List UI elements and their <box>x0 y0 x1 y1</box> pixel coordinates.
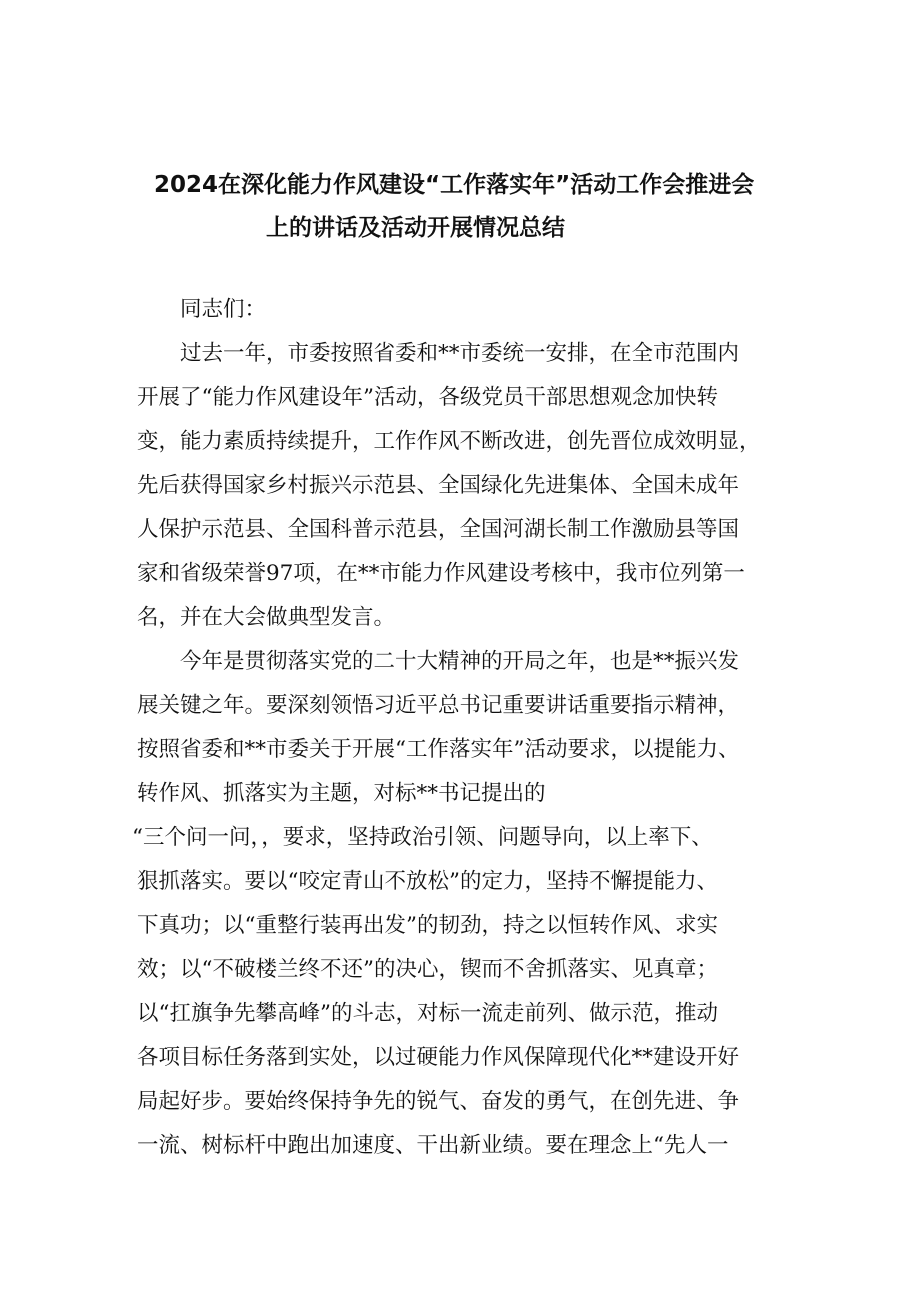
paragraph-line: 狠抓落实。要以“咬定青山不放松”的定力，坚持不懈提能力、 <box>137 869 718 894</box>
paragraph-line: 一流、树标杆中跑出加速度、干出新业绩。要在理念上“先人一 <box>137 1133 729 1158</box>
document-title-line-2: 上的讲话及活动开展情况总结 <box>266 215 565 241</box>
paragraph-line: 先后获得国家乡村振兴示范县、全国绿化先进集体、全国未成年 <box>137 473 740 498</box>
paragraph-line: 名，并在大会做典型发言。 <box>137 605 396 630</box>
paragraph-line: “三个问一问，，要求，坚持政治引领、问题导向，以上率下、 <box>132 825 713 850</box>
paragraph-line: 今年是贯彻落实党的二十大精神的开局之年，也是**振兴发 <box>180 649 740 674</box>
paragraph-line: 效；以“不破楼兰终不还”的决心，锲而不舍抓落实、见真章； <box>137 957 718 982</box>
paragraph-line: 开展了“能力作风建设年”活动，各级党员干部思想观念加快转 <box>137 385 718 410</box>
paragraph-line: 人保护示范县、全国科普示范县，全国河湖长制工作激励县等国 <box>137 517 740 542</box>
paragraph-line: 各项目标任务落到实处，以过硬能力作风保障现代化**建设开好 <box>137 1045 740 1070</box>
paragraph-line: 下真功；以“重整行装再出发”的韧劲，持之以恒转作风、求实 <box>137 913 718 938</box>
paragraph-line: 变，能力素质持续提升，工作作风不断改进，创先晋位成效明显， <box>137 429 761 454</box>
document-title-line-1: 2024在深化能力作风建设“工作落实年”活动工作会推进会 <box>154 172 755 198</box>
salutation: 同志们： <box>180 297 267 322</box>
paragraph-line: 局起好步。要始终保持争先的锐气、奋发的勇气，在创先进、争 <box>137 1089 740 1114</box>
paragraph-line: 展关键之年。要深刻领悟习近平总书记重要讲话重要指示精神， <box>137 693 740 718</box>
paragraph-line: 转作风、抓落实为主题，对标**书记提出的 <box>137 781 546 806</box>
paragraph-line: 以“扛旗争先攀高峰”的斗志，对标一流走前列、做示范，推动 <box>137 1001 718 1026</box>
paragraph-line: 按照省委和**市委关于开展“工作落实年”活动要求，以提能力、 <box>137 737 740 762</box>
paragraph-line: 过去一年，市委按照省委和**市委统一安排，在全市范围内 <box>180 341 740 366</box>
paragraph-line: 家和省级荣誉97项，在**市能力作风建设考核中，我市位列第一 <box>137 561 745 586</box>
